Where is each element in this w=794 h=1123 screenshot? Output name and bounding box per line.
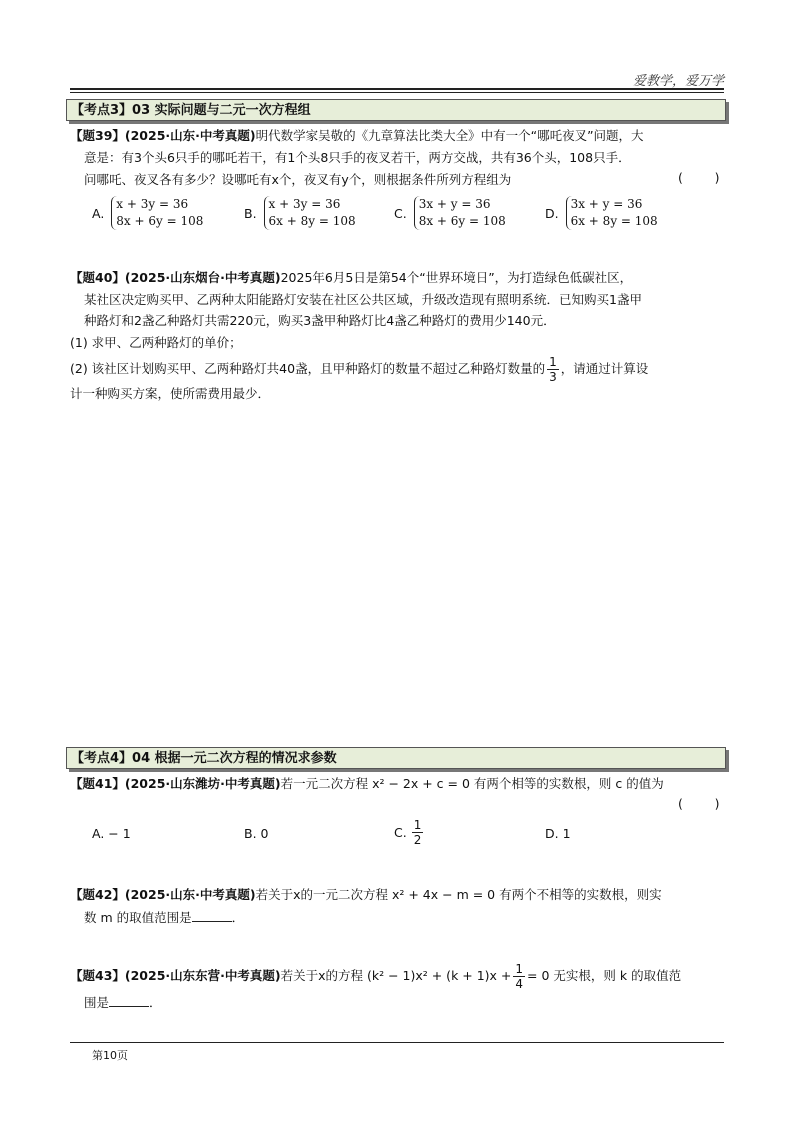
question-41-option-b: B. 0 [244, 826, 269, 841]
question-39-text-3: 问哪吒、夜叉各有多少？设哪吒有x个，夜叉有y个，则根据条件所列方程组为 [84, 172, 512, 187]
fraction-numerator: 1 [549, 355, 557, 369]
question-40-part-2 [70, 355, 648, 384]
fraction-denominator: 4 [515, 977, 524, 991]
question-42-tag: 【题42】(2025·山东·中考真题) [70, 887, 256, 902]
question-40-text-1: 2025年6月5日是第54个“世界环境日”，为打造绿色低碳社区， [280, 270, 633, 285]
question-41-tag: 【题41】(2025·山东潍坊·中考真题) [70, 776, 281, 791]
answer-blank[interactable] [109, 994, 149, 1007]
question-41-answer-paren: ( ) [678, 796, 720, 811]
fraction-one-third [547, 355, 559, 384]
equation-1: x + 3y = 36 [268, 197, 341, 211]
equation-system [264, 196, 356, 230]
question-39-tag: 【题39】(2025·山东·中考真题) [70, 128, 256, 143]
option-letter: D. [545, 205, 559, 221]
question-40-part-2-line-2: 计一种购买方案，使所需费用最少． [70, 386, 271, 401]
question-39 [70, 126, 644, 146]
question-39-text-2: 意是：有3个头6只手的哪吒若干，有1个头8只手的夜叉若干，两方交战，共有36个头，108只手． [84, 150, 631, 165]
option-letter: C. [394, 205, 407, 221]
footer-rule [70, 1042, 724, 1043]
question-43-tag: 【题43】(2025·山东东营·中考真题) [70, 968, 281, 983]
question-40 [70, 268, 632, 288]
equation-1: x + 3y = 36 [116, 197, 189, 211]
question-43-text-2: 围是 [84, 995, 110, 1010]
question-41 [70, 774, 664, 794]
question-41-option-c [394, 818, 425, 847]
equation-2: 6x + 8y = 108 [268, 214, 356, 228]
fraction-one-half [412, 818, 424, 847]
equation-2: 8x + 6y = 108 [418, 214, 506, 228]
question-41-text: 若一元二次方程 x² − 2x + c = 0 有两个相等的实数根，则 c 的值为 [280, 776, 664, 791]
question-40-part-2-tail: ，请通过计算设 [560, 361, 649, 376]
question-39-answer-paren: ( ) [678, 170, 720, 185]
equation-system [414, 196, 506, 230]
question-43-line-2 [84, 993, 162, 1013]
question-43-text-1: 若关于x的方程 (k² − 1)x² + (k + 1)x + [280, 968, 512, 983]
question-41-option-a: A. − 1 [92, 826, 131, 841]
section-3-title: 【考点3】03 实际问题与二元一次方程组 [66, 99, 726, 121]
equation-system [111, 196, 203, 230]
section-4-title: 【考点4】04 根据一元二次方程的情况求参数 [66, 747, 726, 769]
question-40-tag: 【题40】(2025·山东烟台·中考真题) [70, 270, 281, 285]
header-rule-thin [70, 92, 724, 93]
question-43-text-1-tail: = 0 无实根，则 k 的取值范 [527, 968, 682, 983]
question-40-part-1: (1) 求甲、乙两种路灯的单价； [70, 335, 242, 350]
header-rule [70, 88, 724, 90]
question-39-option-c [394, 196, 506, 230]
equation-system [566, 196, 658, 230]
question-40-part-2-text: (2) 该社区计划购买甲、乙两种路灯共40盏，且甲种路灯的数量不超过乙种路灯数量的 [70, 361, 546, 376]
question-41-option-d: D. 1 [545, 826, 571, 841]
question-43 [70, 962, 681, 991]
question-39-text-1: 明代数学家吴敬的《九章算法比类大全》中有一个“哪吒夜叉”问题，大 [255, 128, 644, 143]
equation-1: 3x + y = 36 [570, 197, 643, 211]
fraction-one-quarter [513, 962, 525, 991]
option-letter: C. [394, 825, 407, 840]
question-40-text-2: 某社区决定购买甲、乙两种太阳能路灯安装在社区公共区域，升级改造现有照明系统．已知购买1盏甲 [84, 292, 642, 307]
question-39-option-b [244, 196, 356, 230]
page-number: 第10页 [92, 1049, 128, 1062]
question-39-option-a [92, 196, 203, 230]
equation-2: 6x + 8y = 108 [570, 214, 658, 228]
question-42-text-2: 数 m 的取值范围是 [84, 910, 192, 925]
equation-1: 3x + y = 36 [418, 197, 491, 211]
fraction-denominator: 2 [413, 833, 422, 847]
option-letter: A. [92, 205, 105, 221]
fraction-numerator: 1 [515, 962, 524, 976]
question-42-line-2 [84, 908, 244, 928]
fraction-denominator: 3 [549, 370, 557, 384]
fraction-numerator: 1 [413, 818, 422, 832]
question-43-period: ． [149, 995, 162, 1010]
equation-2: 8x + 6y = 108 [116, 214, 204, 228]
question-42-text-1: 若关于x的一元二次方程 x² + 4x − m = 0 有两个不相等的实数根，则实 [255, 887, 662, 902]
answer-blank[interactable] [192, 909, 232, 922]
question-42-period: ． [231, 910, 245, 925]
question-40-text-3: 种路灯和2盏乙种路灯共需220元，购买3盏甲种路灯比4盏乙种路灯的费用少140元． [84, 313, 556, 328]
header-motto: 爱教学，爱万学 [632, 74, 724, 89]
question-39-option-d [545, 196, 658, 230]
question-42 [70, 885, 662, 905]
option-letter: B. [244, 205, 257, 221]
